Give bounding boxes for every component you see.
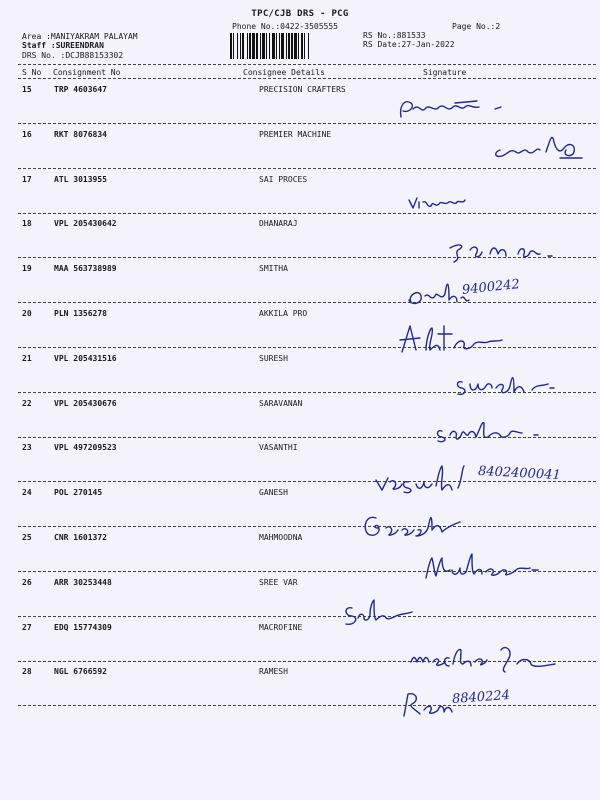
row-consignment: POL 270145 (54, 488, 103, 498)
row-consignee: MAHMOODNA (259, 533, 303, 542)
row-consignment: VPL 205430676 (54, 398, 117, 408)
signature-25 (420, 548, 550, 582)
row-consignee: PREMIER MACHINE (259, 129, 332, 139)
column-divider (18, 78, 596, 79)
row-consignee: SURESH (259, 353, 288, 363)
barcode-bar (301, 33, 303, 59)
signature-23-number: 8402400041 (477, 463, 562, 484)
area-label: Area :MANIYAKRAM PALAYAM (22, 32, 138, 41)
row-sno: 22 (22, 398, 32, 408)
row-sno: 18 (22, 219, 32, 229)
row-consignee: AKKILA PRO (259, 309, 308, 318)
barcode-bar (249, 33, 251, 59)
row-consignment: PLN 1356278 (54, 309, 107, 318)
row-sno: 15 (22, 85, 32, 94)
header-divider (18, 64, 596, 65)
column-consignment: Consignment No (53, 68, 121, 77)
row-consignee: PRECISION CRAFTERS (259, 85, 346, 94)
signature-24 (358, 506, 468, 544)
row-consignment: VPL 497209523 (54, 443, 117, 453)
row-consignment: ATL 3013955 (54, 174, 107, 184)
barcode-bar (286, 33, 287, 59)
barcode-bar (298, 33, 299, 59)
signature-22 (430, 415, 550, 445)
row-divider (18, 481, 596, 482)
barcode-bar (281, 33, 284, 59)
barcode-bar (240, 33, 241, 59)
signature-18 (440, 236, 560, 266)
barcode-bar (252, 33, 255, 59)
barcode-bar (294, 33, 297, 59)
barcode-bar (288, 33, 290, 59)
row-sno: 20 (22, 309, 32, 318)
row-divider (18, 213, 596, 214)
row-sno: 23 (22, 443, 32, 453)
row-divider (18, 705, 596, 706)
barcode-bar (276, 33, 277, 59)
signature-20 (392, 320, 512, 356)
barcode-bar (233, 33, 234, 59)
barcode-bar (272, 33, 275, 59)
row-consignment: MAA 563738989 (54, 264, 117, 274)
barcode-bar (279, 33, 280, 59)
signature-23 (372, 462, 482, 496)
row-consignee: VASANTHI (259, 443, 298, 453)
row-sno: 28 (22, 667, 32, 677)
row-sno: 19 (22, 264, 32, 274)
row-consignment: CNR 1601372 (54, 533, 107, 542)
barcode-bar (304, 33, 305, 59)
barcode-bar (269, 33, 270, 59)
signature-19-number: 9400242 (461, 277, 521, 298)
barcode-bar (237, 33, 238, 59)
signature-28-number: 8840224 (451, 687, 511, 708)
row-sno: 27 (22, 622, 32, 632)
barcode-bar (260, 33, 261, 59)
barcode-bar (308, 33, 309, 59)
sheet-title: TPC/CJB DRS - PCG (251, 9, 349, 19)
signature-27 (405, 640, 575, 674)
row-sno: 17 (22, 174, 32, 184)
rs-date: RS Date:27-Jan-2022 (363, 40, 455, 49)
row-consignee: SMITHA (259, 264, 288, 274)
barcode-bar (291, 33, 293, 59)
row-consignment: ARR 30253448 (54, 577, 112, 587)
row-consignment: TRP 4603647 (54, 85, 107, 94)
row-sno: 21 (22, 353, 32, 363)
barcode-image (229, 33, 355, 59)
signature-21 (452, 368, 562, 398)
drs-number: DRS No. :DCJB88153302 (22, 51, 124, 60)
barcode-bar (256, 33, 258, 59)
row-divider (18, 526, 596, 527)
barcode-bar (247, 33, 248, 59)
signature-16 (490, 128, 590, 162)
row-sno: 26 (22, 577, 32, 587)
row-consignment: RKT 8076834 (54, 129, 107, 139)
barcode-bar (230, 33, 232, 59)
row-consignee: MACROFINE (259, 622, 303, 632)
row-divider (18, 616, 596, 617)
row-consignee: SARAVANAN (259, 398, 303, 408)
barcode-bar (266, 33, 267, 59)
row-sno: 25 (22, 533, 32, 542)
row-consignee: DHANARAJ (259, 219, 298, 229)
row-consignment: NGL 6766592 (54, 667, 107, 677)
row-sno: 24 (22, 488, 32, 498)
barcode-bar (262, 33, 265, 59)
row-divider (18, 168, 596, 169)
phone-number: Phone No.:0422-3505555 (232, 22, 338, 31)
rs-number: RS No.:881533 (363, 31, 426, 40)
row-consignee: RAMESH (259, 667, 288, 677)
signature-26 (340, 596, 430, 628)
row-sno: 16 (22, 129, 32, 139)
column-consignee: Consignee Details (243, 68, 325, 77)
page-number: Page No.:2 (452, 22, 501, 31)
signature-28 (398, 688, 458, 718)
row-consignee: GANESH (259, 488, 288, 498)
column-sno: S No (22, 68, 42, 77)
signature-15 (395, 95, 525, 123)
row-consignment: VPL 205430642 (54, 219, 117, 229)
barcode-bar (242, 33, 244, 59)
row-consignee: SAI PROCES (259, 174, 308, 184)
column-signature: Signature (423, 68, 467, 77)
staff-label: Staff :SUREENDRAN (22, 41, 104, 50)
row-divider (18, 123, 596, 124)
row-consignee: SREE VAR (259, 577, 298, 587)
signature-17 (405, 192, 475, 214)
row-consignment: EDQ 15774309 (54, 622, 112, 632)
row-consignment: VPL 205431516 (54, 353, 117, 363)
